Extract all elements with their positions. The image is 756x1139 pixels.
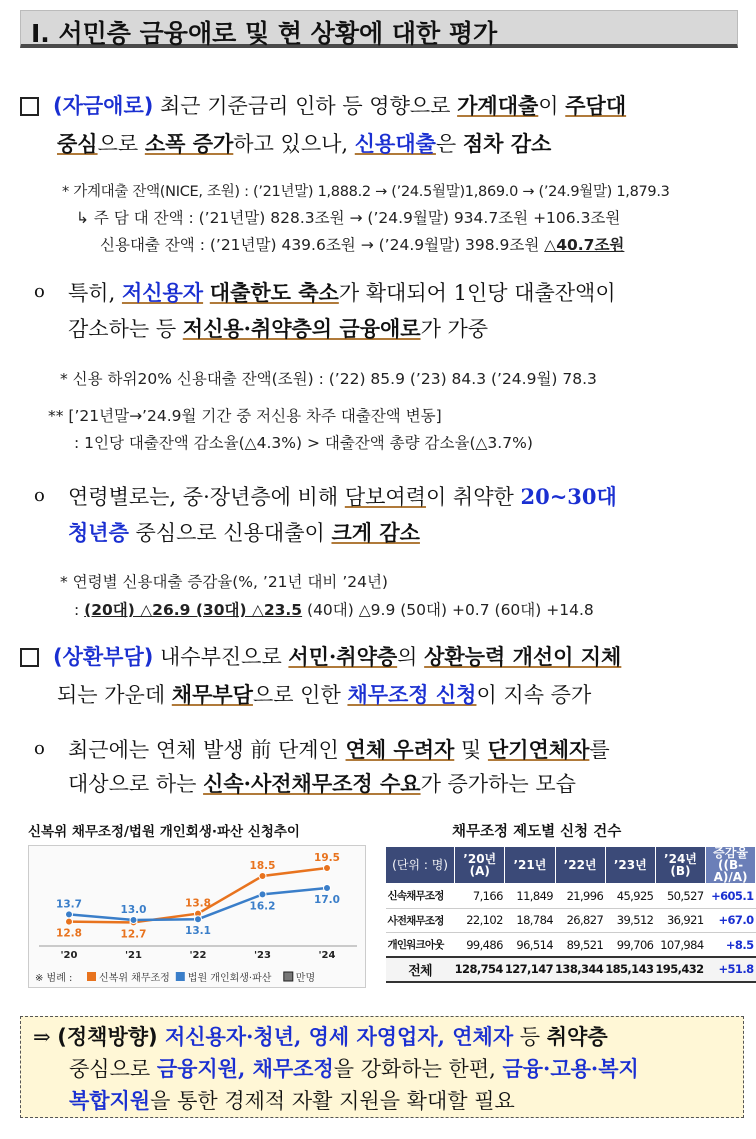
text: 금융·고용·복지 — [502, 1056, 639, 1081]
text: 이 지속 증가 — [476, 683, 592, 707]
sec2-note1: * 신용 하위20% 신용대출 잔액(조원) : (’22) 85.9 (’23) 84.3 (’24.9월) 78.3 — [60, 370, 597, 388]
legend-label: 신복위 채무조정 — [99, 973, 170, 984]
chart-frame — [28, 845, 366, 988]
text: 상환능력 개선이 지체 — [424, 644, 622, 669]
text: 취약층 — [546, 1024, 608, 1049]
text: 을 통한 경제적 자활 지원을 확대할 필요 — [150, 1089, 515, 1113]
table-header-row — [386, 847, 756, 884]
table-cell: 18,784 — [505, 908, 555, 933]
table-cell: 99,706 — [605, 933, 655, 958]
text: 연체 우려자 — [345, 737, 455, 762]
table-cell: 128,754 — [455, 957, 505, 982]
sec5-line1 — [68, 734, 610, 764]
legend-unit-icon — [284, 972, 293, 981]
table-cell: +8.5 — [706, 933, 756, 958]
data-label: 13.7 — [56, 898, 82, 911]
table-header-cell: (단위 : 명) — [386, 847, 455, 884]
bullet-circle: o — [34, 281, 45, 302]
sec3-note1: * 연령별 신용대출 증감율(%, ’21년 대비 ’24년) — [60, 573, 388, 591]
table-header-cell: ’22년 — [555, 847, 605, 884]
sec1-line1 — [53, 90, 626, 120]
table-cell: 신속채무조정 — [386, 884, 455, 909]
data-label: 12.7 — [120, 928, 147, 941]
table-title: 채무조정 제도별 신청 건수 — [452, 824, 622, 840]
checkbox-square — [20, 648, 39, 667]
text: 담보여력 — [344, 485, 426, 509]
text: 연령별로는, 중·장년층에 비해 — [68, 485, 345, 509]
table-cell: 138,344 — [555, 957, 605, 982]
table-header-cell: ’21년 — [505, 847, 555, 884]
table-cell: 185,143 — [605, 957, 655, 982]
data-point — [324, 885, 331, 892]
text: : — [74, 601, 85, 619]
table-cell: 전체 — [386, 957, 455, 982]
policy-box — [20, 1016, 744, 1118]
text: 크게 감소 — [331, 520, 420, 545]
table-row — [386, 933, 756, 958]
text: 특히, — [68, 281, 122, 305]
text: 저신용자 — [121, 280, 204, 305]
table-cell: 7,166 — [455, 884, 505, 909]
sec4-line2 — [57, 679, 591, 709]
table-cell: 26,827 — [555, 908, 605, 933]
table-row — [386, 884, 756, 909]
table-cell: 22,102 — [455, 908, 505, 933]
section-title-bar — [20, 10, 738, 48]
table-cell: 96,514 — [505, 933, 555, 958]
chart-title: 신복위 채무조정/법원 개인회생·파산 신청추이 — [28, 824, 300, 840]
table-cell: 127,147 — [505, 957, 555, 982]
table-cell: 50,527 — [655, 884, 705, 909]
text: (40대) △9.9 (50대) +0.7 (60대) +14.8 — [302, 601, 594, 619]
data-label: 13.8 — [185, 897, 211, 910]
text: 중심 — [57, 131, 98, 156]
text: (20대) △26.9 (30대) △23.5 — [84, 601, 303, 619]
table-header-cell: ’24년(B) — [655, 847, 705, 884]
text: 채무부담 — [171, 682, 253, 707]
data-point — [324, 865, 331, 872]
text: 으로 — [97, 132, 145, 156]
text: 저신용·취약층의 금융애로 — [182, 316, 421, 341]
legend-swatch — [176, 972, 185, 981]
text: 신용대출 잔액 : (’21년말) 439.6조원 → (’24.9월말) 398.9조원 — [100, 236, 545, 254]
sec3-note2 — [74, 598, 594, 620]
text: 청년층 — [68, 520, 129, 545]
sec1-note3 — [100, 233, 624, 255]
table-cell: +67.0 — [706, 908, 756, 933]
text: 대상으로 하는 — [68, 772, 204, 796]
data-label: 17.0 — [314, 894, 340, 906]
table-cell: 11,849 — [505, 884, 555, 909]
sec2-line1 — [68, 277, 616, 307]
text: 주담대 — [565, 93, 627, 118]
table-cell: 45,925 — [605, 884, 655, 909]
text: 최근 기준금리 인하 등 영향으로 — [153, 94, 458, 118]
sec1-line2 — [57, 128, 551, 158]
text: 20~30대 — [520, 484, 617, 509]
legend-label: 법원 개인회생·파산 — [187, 973, 272, 984]
checkbox-square — [20, 97, 39, 116]
text: 중심으로 — [69, 1057, 157, 1081]
x-tick-label: '20 — [60, 950, 78, 961]
sec1-note2: ↳ 주 담 대 잔액 : (’21년말) 828.3조원 → (’24.9월말) 934.7조원 +106.3조원 — [76, 209, 621, 227]
sec4-line1 — [53, 641, 621, 671]
table-row — [386, 908, 756, 933]
text: 은 — [435, 132, 463, 156]
text: 신용대출 — [354, 131, 436, 156]
text — [203, 281, 210, 305]
text: 가 증가하는 모습 — [420, 772, 576, 796]
legend-prefix: ※ 범례 : — [35, 973, 73, 984]
table-cell: +51.8 — [706, 957, 756, 982]
table-cell: 21,996 — [555, 884, 605, 909]
data-table — [385, 846, 756, 983]
data-point — [130, 917, 137, 924]
sec2-line2 — [68, 313, 488, 343]
table-cell: 195,432 — [655, 957, 705, 982]
text: 되는 가운데 — [57, 683, 172, 707]
text: 및 — [454, 738, 488, 762]
sec1-tag: (자금애로) — [53, 94, 154, 118]
arrow-icon: ⇒ — [33, 1025, 51, 1049]
text: 점차 감소 — [462, 131, 552, 156]
sec2-note3: : 1인당 대출잔액 감소율(△4.3%) > 대출잔액 총량 감소율(△3.7%) — [74, 434, 533, 452]
table-cell: 107,984 — [655, 933, 705, 958]
data-point — [66, 918, 73, 925]
text: 하고 있으나, — [233, 132, 355, 156]
table-cell: 36,921 — [655, 908, 705, 933]
text: 대출한도 축소 — [209, 280, 339, 305]
line-chart — [29, 846, 367, 989]
sec2-note2: ** [’21년말→’24.9월 기간 중 저신용 차주 대출잔액 변동] — [48, 407, 442, 425]
text: 가 확대되어 1인당 대출잔액이 — [338, 281, 616, 305]
text: 금융지원, 채무조정 — [156, 1056, 334, 1081]
text: 으로 인한 — [252, 683, 348, 707]
text: 이 — [538, 94, 566, 118]
legend-swatch — [87, 972, 96, 981]
text: 서민·취약층 — [288, 644, 398, 669]
policy-line1 — [33, 1021, 608, 1051]
text: 소폭 증가 — [144, 131, 234, 156]
x-tick-label: '22 — [189, 950, 207, 961]
table-header-cell: ’20년(A) — [455, 847, 505, 884]
text: 의 — [397, 645, 425, 669]
sec1-note1: * 가계대출 잔액(NICE, 조원) : (’21년말) 1,888.2 → (’24.5월말)1,869.0 → (’24.9월말) 1,879.3 — [62, 184, 670, 200]
policy-tag: (정책방향) — [57, 1025, 158, 1049]
data-label: 19.5 — [314, 852, 340, 864]
sec3-line1 — [68, 481, 617, 511]
text: 신속·사전채무조정 수요 — [203, 771, 421, 796]
table-cell: 99,486 — [455, 933, 505, 958]
x-tick-label: '23 — [254, 950, 271, 961]
policy-line3 — [69, 1085, 515, 1115]
text: 저신용자·청년, 영세 자영업자, 연체자 — [157, 1024, 514, 1049]
text: △40.7조원 — [544, 236, 625, 254]
text: 등 — [513, 1025, 547, 1049]
sec4-tag: (상환부담) — [53, 645, 154, 669]
sec5-line2 — [68, 768, 576, 798]
text: 단기연체자 — [487, 737, 590, 762]
text: 복합지원 — [69, 1088, 151, 1113]
table-cell: +605.1 — [706, 884, 756, 909]
data-point — [195, 916, 202, 923]
bullet-circle: o — [34, 738, 45, 759]
text: 가 가중 — [420, 317, 489, 341]
text: 가계대출 — [457, 93, 539, 118]
table-header-cell: 증감율((B-A)/A) — [706, 847, 756, 884]
text: 내수부진으로 — [153, 645, 289, 669]
data-label: 12.8 — [56, 927, 82, 940]
text: 를 — [589, 738, 610, 762]
data-label: 18.5 — [249, 860, 276, 872]
data-point — [259, 873, 266, 880]
data-label: 16.2 — [249, 900, 276, 913]
data-label: 13.1 — [185, 925, 211, 938]
text: 중심으로 신용대출이 — [128, 521, 332, 545]
table-header-cell: ’23년 — [605, 847, 655, 884]
table-cell: 개인워크아웃 — [386, 933, 455, 958]
data-point — [259, 891, 266, 898]
table-row — [386, 957, 756, 982]
policy-line2 — [69, 1053, 639, 1083]
sec3-line2 — [68, 517, 420, 547]
text: 최근에는 연체 발생 前 단계인 — [68, 738, 346, 762]
legend-unit: 만명 — [295, 973, 316, 984]
x-tick-label: '24 — [318, 950, 336, 961]
text: 을 강화하는 한편, — [333, 1057, 503, 1081]
text: 채무조정 신청 — [347, 682, 477, 707]
table-cell: 39,512 — [605, 908, 655, 933]
text: 이 취약한 — [425, 485, 521, 509]
data-label: 13.0 — [120, 904, 147, 916]
table-cell: 89,521 — [555, 933, 605, 958]
table-cell: 사전채무조정 — [386, 908, 455, 933]
text: 감소하는 등 — [68, 317, 183, 341]
section-title: Ⅰ. 서민층 금융애로 및 현 상황에 대한 평가 — [31, 19, 498, 48]
data-point — [66, 911, 73, 918]
bullet-circle: o — [34, 485, 45, 506]
x-tick-label: '21 — [125, 950, 142, 961]
